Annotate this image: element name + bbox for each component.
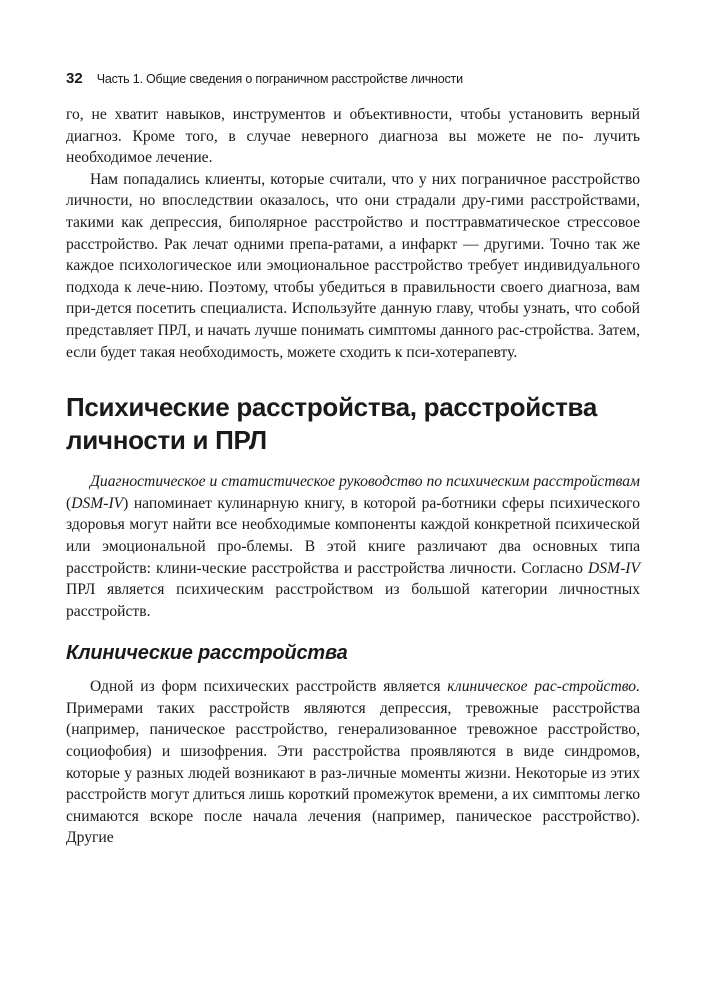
- page-content: [66, 104, 640, 849]
- section-heading: Психические расстройства, расстройства личности и ПРЛ: [66, 392, 598, 456]
- running-header: [66, 68, 640, 90]
- subsection-heading: Клинические расстройства: [66, 642, 348, 665]
- paragraph-clinical-body: Примерами таких расстройств являются депрессия, тревожные расстройства (например, паническое расстройство, генерализованное тревожное расстройство, социофобия) и шизофрения. Эти расстройства проявляются в виде синдромов, которые у разных людей возникают в раз-личные моменты жизни. Некоторые из этих расстройств могут длиться лишь короткий промежуток времени, а их симптомы легко снимаются вскоре после начала лечения (например, паническое расстройство). Другие: [66, 699, 640, 847]
- running-title: Часть 1. Общие сведения о пограничном расстройстве личности: [96, 72, 463, 86]
- clinical-term-italic: клиническое рас-стройство.: [447, 678, 641, 696]
- page-number: 32: [66, 70, 83, 87]
- paragraph-continuation: го, не хватит навыков, инструментов и объективности, чтобы установить верный диагноз. Кроме того, в случае неверного диагноза вы можете не по- лучить необходимое лечение.: [66, 106, 640, 167]
- paragraph-clinical: [66, 676, 640, 849]
- paragraph-dsm: [66, 471, 640, 622]
- dsm-abbreviation-2: DSM-IV: [588, 559, 640, 577]
- book-title-italic: Диагностическое и статистическое руководство по психическим расстройствам: [90, 473, 640, 491]
- paragraph-dsm-end: ПРЛ является психическим расстройством из большой категории личностных расстройств.: [66, 581, 640, 620]
- dsm-abbreviation: DSM-IV: [71, 494, 124, 512]
- paragraph-clinical-start: Одной из форм психических расстройств является: [90, 678, 448, 696]
- paragraph-dsm-body: ) напоминает кулинарную книгу, в которой ра-ботники сферы психического здоровья могут найти все необходимые компоненты каждой конкретной психической или эмоциональной про-блемы. В этой книге различают два основных типа расстройств: клини-ческие расстройства и расстройства личности. Согласно: [66, 494, 640, 577]
- paragraph-clients: Нам попадались клиенты, которые считали, что у них пограничное расстройство личности, но впоследствии оказалось, что они страдали дру-гими расстройствами, такими как депрессия, биполярное расстройство и посттравматическое стрессовое расстройство. Рак лечат одними препа-ратами, а инфаркт — другими. Точно так же каждое психологическое или эмоциональное расстройство требует индивидуального подхода к лече-нию. Поэтому, чтобы убедиться в правильности своего диагноза, вам при-дется посетить специалиста. Используйте данную главу, чтобы узнать, что собой представляет ПРЛ, и начать лучше понимать симптомы данного рас-стройства. Затем, если будет такая необходимость, можете сходить к пси-хотерапевту.: [66, 170, 640, 361]
- paragraph-dsm-open: (: [66, 494, 72, 512]
